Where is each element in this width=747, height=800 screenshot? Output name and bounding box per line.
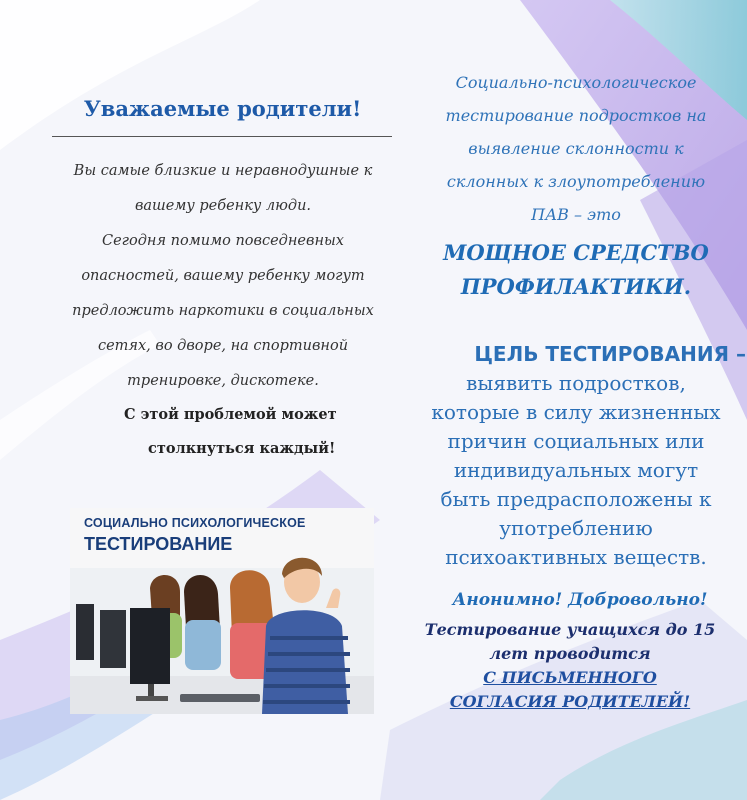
goal-line: которые в силу жизненных [431,400,721,424]
goal-line: употреблению [499,516,653,540]
parental-consent-note [405,618,735,714]
goal-line: выявить подростков, [466,371,686,395]
body-line: вашему ребенку люди. [134,198,312,214]
consent-line: лет проводится [489,644,651,663]
body-line: сетях, во дворе, на спортивной [97,338,349,354]
intro-line: Социально-психологическое [455,73,697,92]
goal-line: быть предрасположены к [440,487,712,511]
photo-caption-big: ТЕСТИРОВАНИЕ [84,534,233,554]
body-line: Сегодня помимо повседневных [102,233,344,249]
body-line: опасностей, вашему ребенку могут [81,268,365,284]
prevention-line: МОЩНОЕ СРЕДСТВО [443,240,709,265]
title-divider [52,136,392,137]
goal-section [406,340,746,572]
goal-line: индивидуальных могут [453,458,699,482]
warning-text [110,398,410,466]
photo-caption-small: СОЦИАЛЬНО ПСИХОЛОГИЧЕСКОЕ [84,516,306,530]
body-line: Вы самые близкие и неравнодушные к [73,163,373,179]
body-line: тренировке, дискотеке. [127,373,319,389]
left-body-text [58,154,388,399]
intro-line: склонных к злоупотреблению [446,172,706,191]
anonymous-voluntary-note: Анонимно! Добровольно! [452,590,708,610]
prevention-heading [415,236,737,304]
greeting-title: Уважаемые родители! [83,96,362,121]
consent-underlined-line: СОГЛАСИЯ РОДИТЕЛЕЙ! [449,692,691,711]
consent-line: Тестирование учащихся до 15 [424,620,716,639]
goal-heading: ЦЕЛЬ ТЕСТИРОВАНИЯ – [474,342,746,366]
consent-underlined-line: С ПИСЬМЕННОГО [483,668,657,687]
body-line: предложить наркотики в социальных [72,303,374,319]
prevention-line: ПРОФИЛАКТИКИ. [460,274,692,299]
intro-line: тестирование подростков на [445,106,707,125]
testing-photo [70,508,374,714]
intro-text [415,66,737,231]
goal-line: психоактивных веществ. [445,545,707,569]
warning-line-2: столкнуться каждый! [148,440,336,457]
intro-line: выявление склонности к [468,139,684,158]
warning-line-1: С этой проблемой может [124,406,337,423]
goal-line: причин социальных или [447,429,705,453]
intro-line: ПАВ – это [531,205,621,224]
